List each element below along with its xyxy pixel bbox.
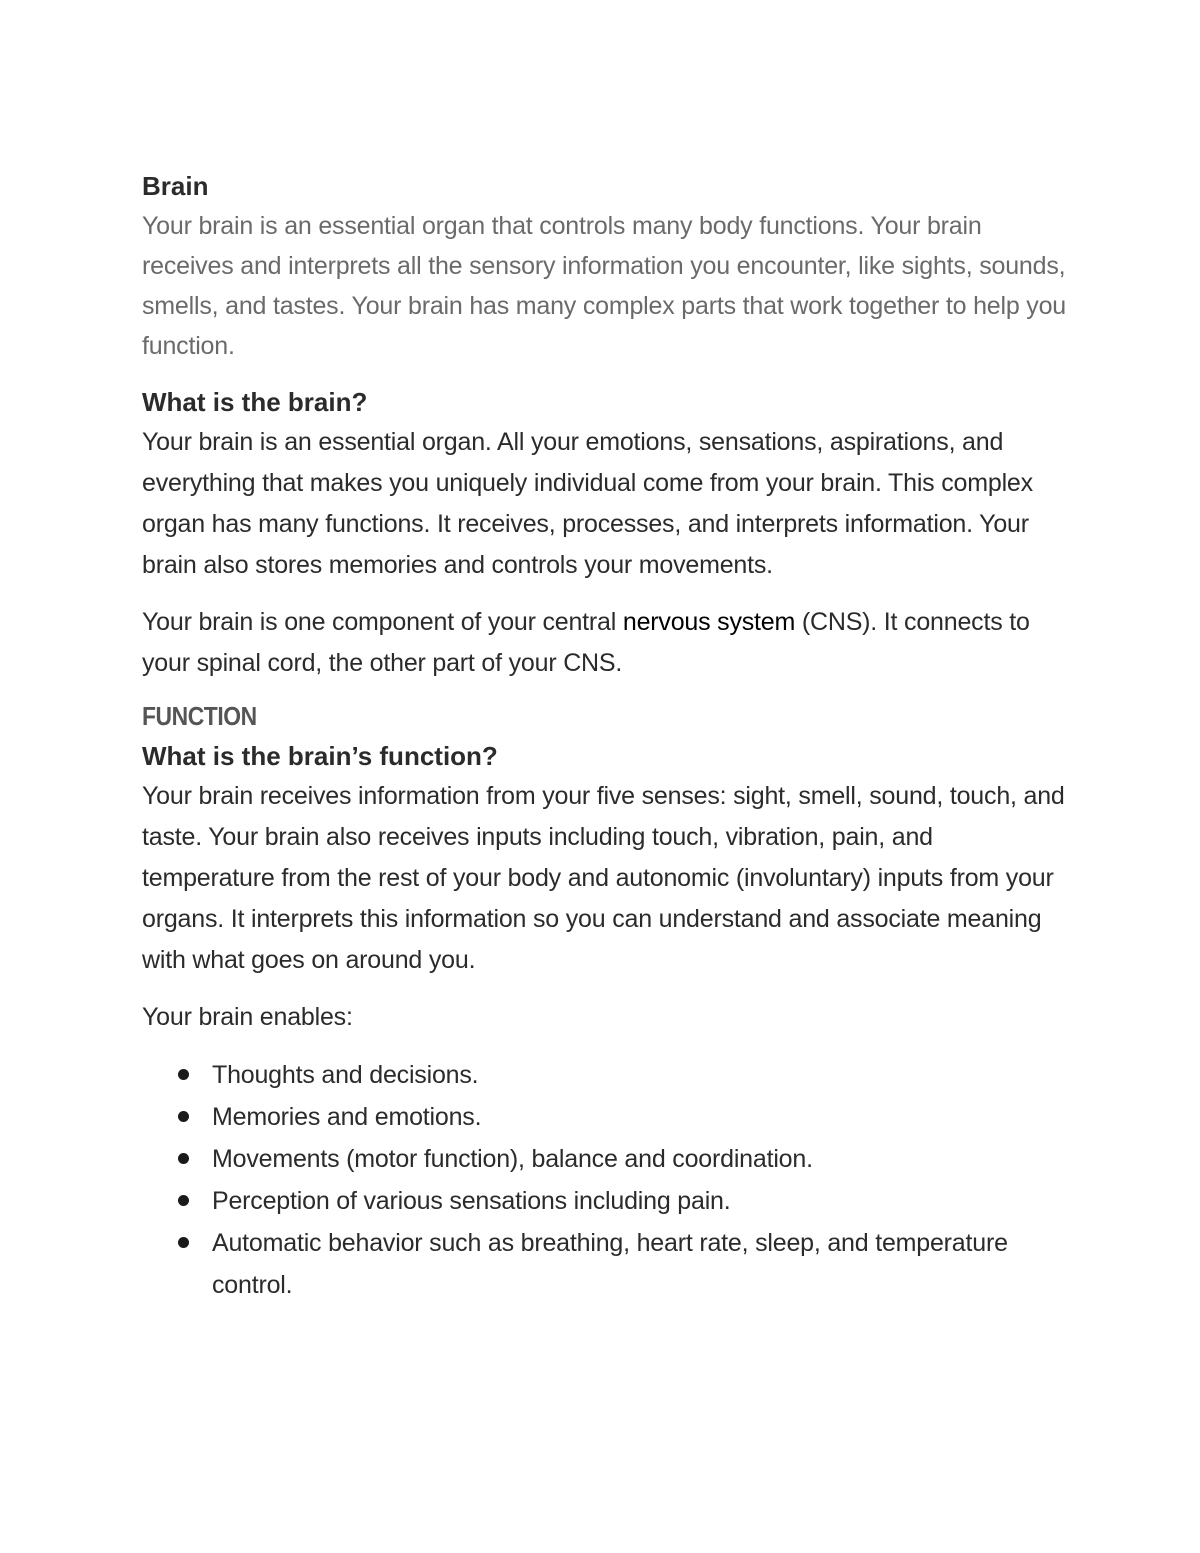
nervous-system-link[interactable]: nervous system <box>622 608 796 636</box>
list-item-text: Automatic behavior such as breathing, heart rate, sleep, and temperature control. <box>212 1229 1008 1299</box>
document-page <box>142 166 1072 1306</box>
brain-function-paragraph: Your brain receives information from your five senses: sight, smell, sound, touch, and taste. Your brain also receives inputs including touch, vibration, pain, and temperature from the rest of your body and autonomic (involuntary) inputs from your organs. It interprets this information so you can understand and associate meaning with what goes on around you. <box>142 782 1065 974</box>
what-is-brain-heading: What is the brain? <box>142 387 368 417</box>
what-is-brain-paragraph: Your brain is an essential organ. All your emotions, sensations, aspirations, and everything that makes you uniquely individual come from your brain. This complex organ has many functions. It receives, processes, and interprets information. Your brain also stores memories and controls your movements. <box>142 428 1033 579</box>
cns-text-after: (CNS). It connects to your spinal cord, the other part of your CNS. <box>142 608 1030 677</box>
list-item <box>142 1138 1072 1180</box>
cns-text-before: Your brain is one component of your central <box>142 608 623 636</box>
list-item <box>142 1222 1072 1306</box>
list-item-text: Thoughts and decisions. <box>212 1061 479 1089</box>
bullet-icon <box>178 1153 189 1164</box>
list-item-text: Memories and emotions. <box>212 1103 482 1131</box>
cns-paragraph <box>142 602 1072 684</box>
bullet-icon <box>178 1111 189 1122</box>
intro-paragraph: Your brain is an essential organ that controls many body functions. Your brain receives and interprets all the sensory information you encounter, like sights, sounds, smells, and tastes. Your brain has many complex parts that work together to help you function. <box>142 212 1066 360</box>
bullet-icon <box>178 1195 189 1206</box>
list-item <box>142 1180 1072 1222</box>
bullet-icon <box>178 1237 189 1248</box>
function-section-label: FUNCTION <box>142 701 257 731</box>
list-item <box>142 1096 1072 1138</box>
list-item-text: Movements (motor function), balance and coordination. <box>212 1145 813 1173</box>
brain-function-heading: What is the brain’s function? <box>142 741 498 771</box>
bullet-icon <box>178 1069 189 1080</box>
enables-list <box>142 1054 1072 1306</box>
document-title: Brain <box>142 171 209 201</box>
brain-enables-intro: Your brain enables: <box>142 1003 353 1031</box>
list-item <box>142 1054 1072 1096</box>
list-item-text: Perception of various sensations including pain. <box>212 1187 731 1215</box>
